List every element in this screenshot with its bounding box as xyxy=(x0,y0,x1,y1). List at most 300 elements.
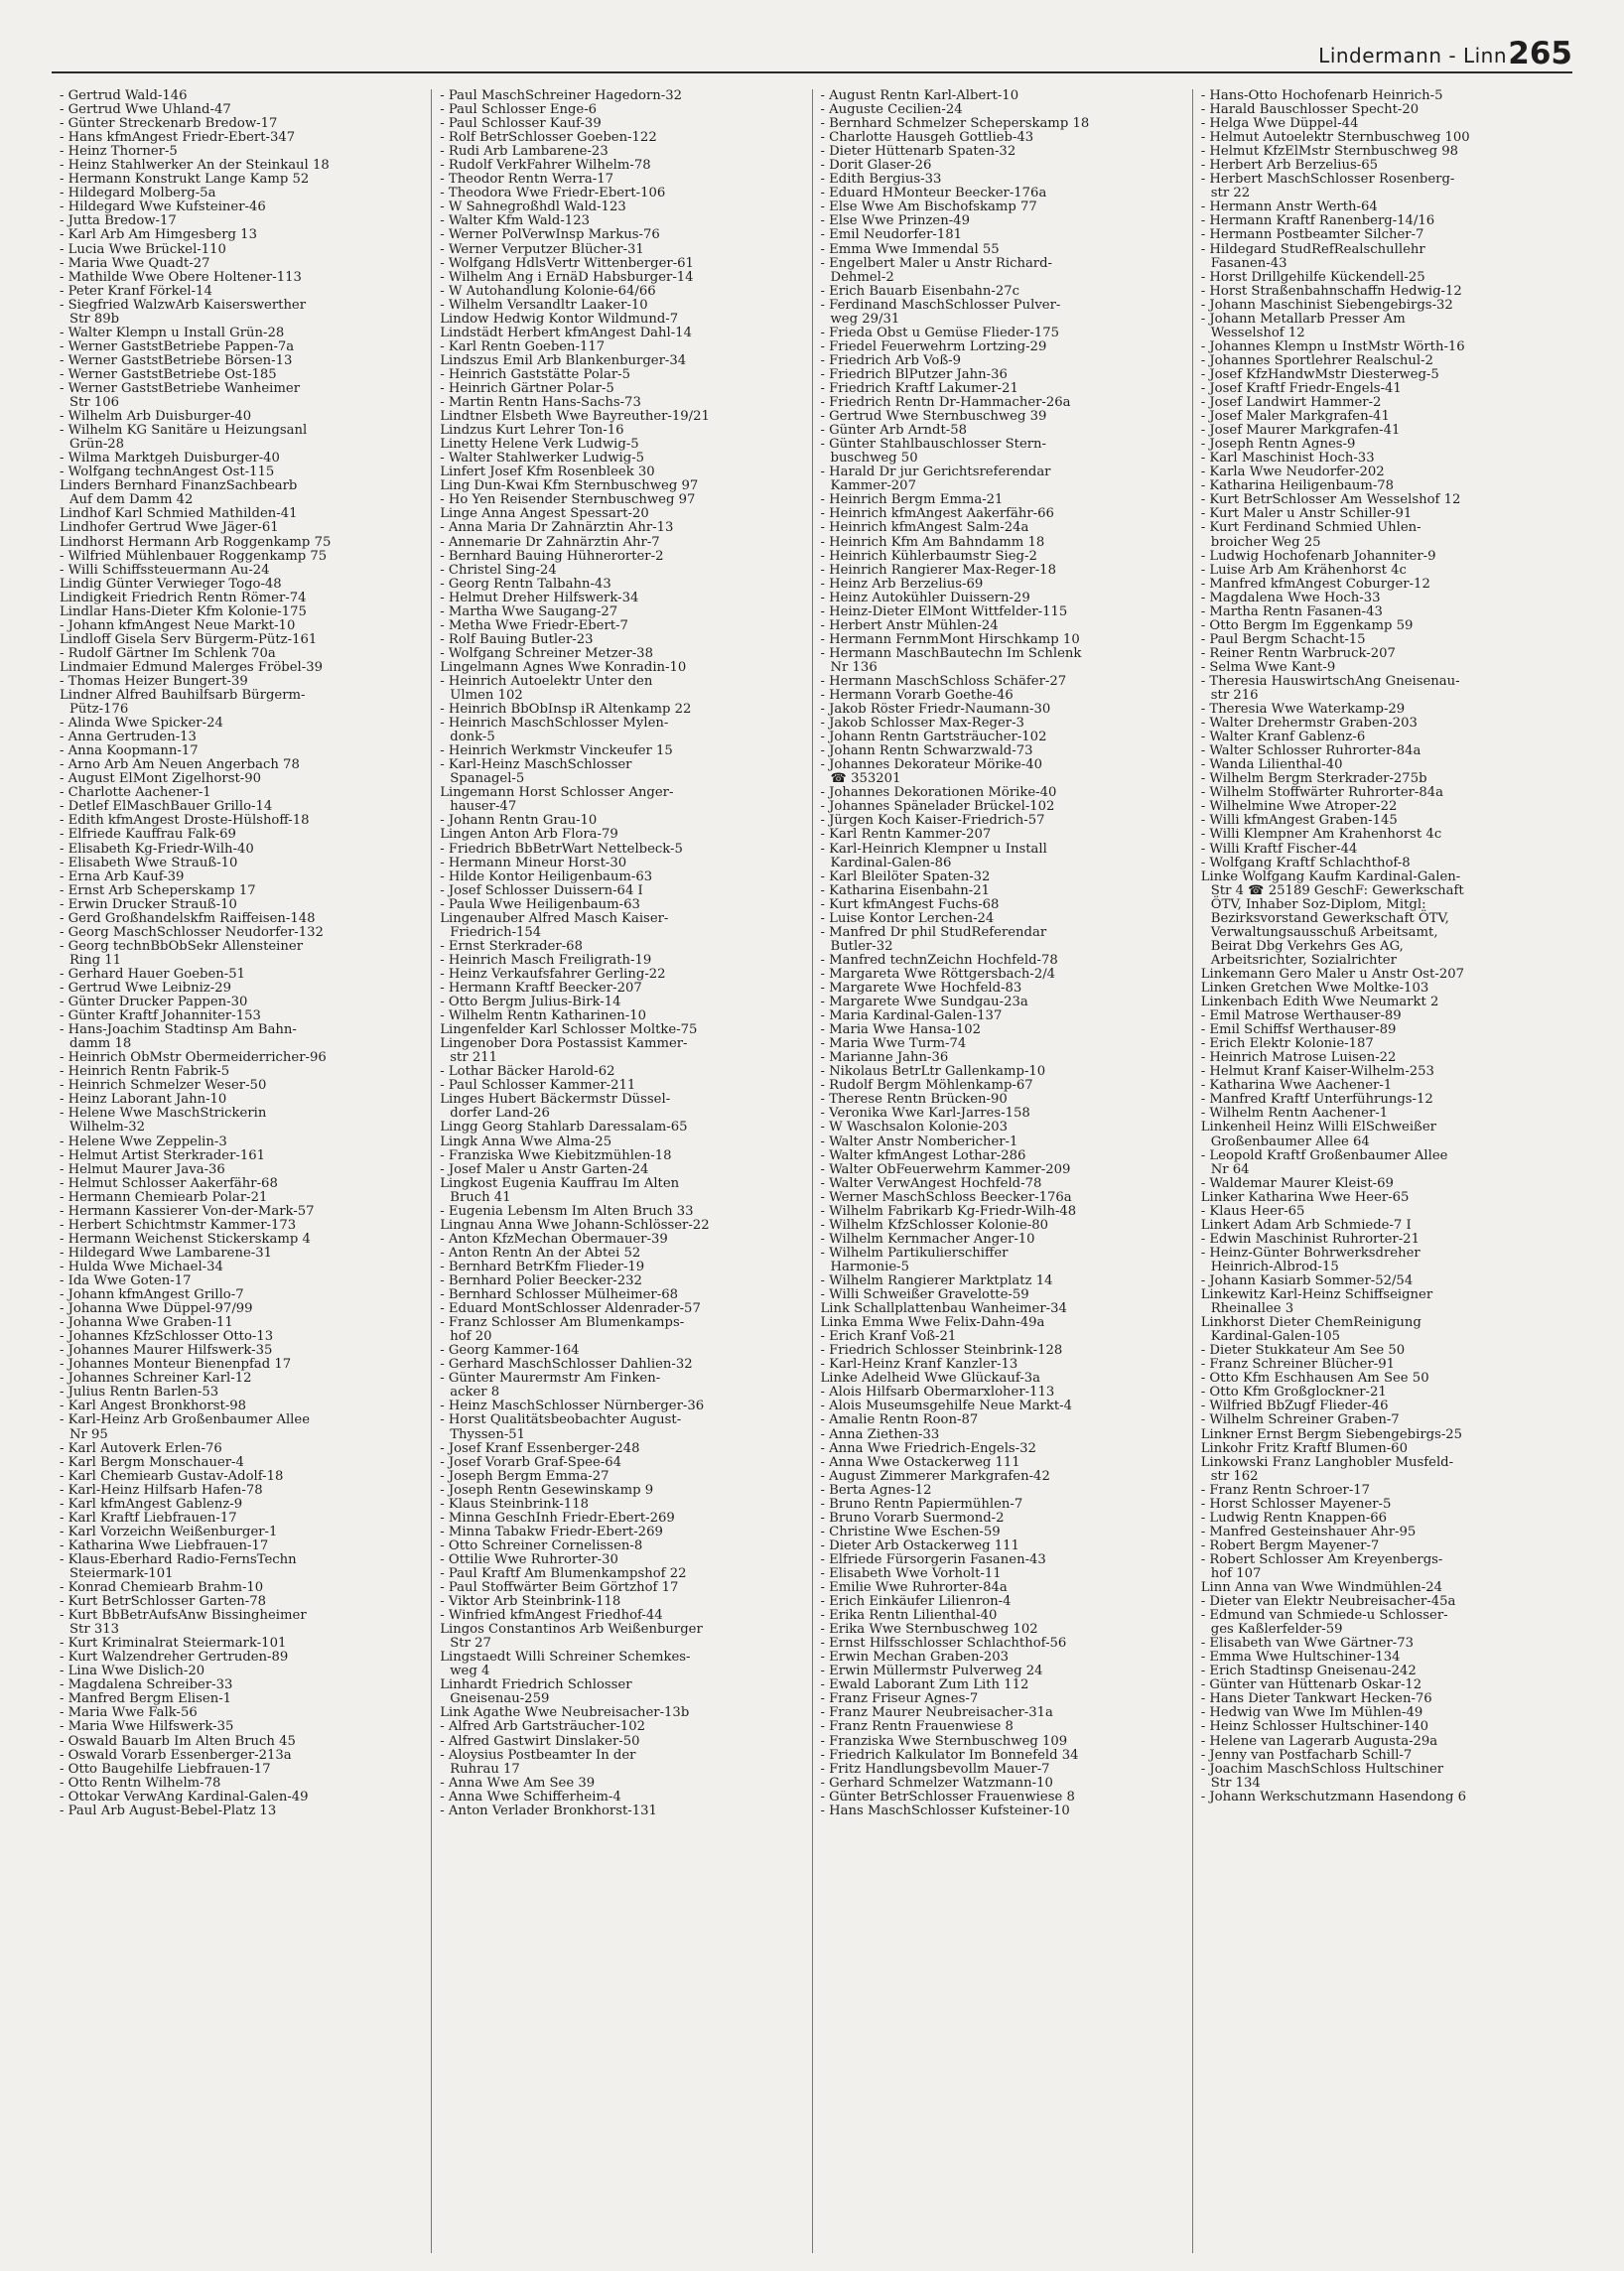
directory-entry: - Karl-Heinz Kranf Kanzler-13 xyxy=(820,1357,1018,1373)
directory-entry: - Willi Kraftf Fischer-44 xyxy=(1200,841,1358,857)
directory-entry: - Heinrich Rentn Fabrik-5 xyxy=(60,1064,230,1080)
directory-entry: Kammer-207 xyxy=(830,478,916,494)
directory-entry: - Rolf Bauing Butler-23 xyxy=(440,631,594,647)
directory-entry: - Margarete Wwe Hochfeld-83 xyxy=(820,981,1022,996)
directory-entry: buschweg 50 xyxy=(830,451,918,467)
directory-entry: - Friedrich Rentn Dr-Hammacher-26a xyxy=(820,395,1071,411)
directory-entry: Lingenfelder Karl Schlosser Moltke-75 xyxy=(440,1022,698,1038)
directory-entry: - Hermann Chemiearb Polar-21 xyxy=(60,1189,268,1205)
directory-entry: - Gerhard Hauer Goeben-51 xyxy=(60,966,245,982)
directory-entry: Steiermark-101 xyxy=(69,1565,174,1581)
directory-entry: - Eduard HMonteur Beecker-176a xyxy=(820,186,1047,201)
directory-entry: - Else Wwe Prinzen-49 xyxy=(820,213,970,229)
directory-entry: - Walter Kranf Gablenz-6 xyxy=(1200,730,1366,745)
directory-entry: - Heinrich Matrose Luisen-22 xyxy=(1200,1050,1397,1066)
directory-entry: Lindig Günter Verwieger Togo-48 xyxy=(60,576,282,592)
directory-entry: - Edith kfmAngest Droste-Hülshoff-18 xyxy=(60,813,310,829)
directory-entry: - Wolfgang Schreiner Metzer-38 xyxy=(440,645,653,661)
directory-entry: - Helene Wwe MaschStrickerin xyxy=(60,1106,267,1122)
running-head: Lindermann - Linn xyxy=(1318,44,1507,67)
directory-entry: - Johannes Spänelader Brückel-102 xyxy=(820,799,1055,815)
directory-entry: - Hans kfmAngest Friedr-Ebert-347 xyxy=(60,130,296,146)
directory-entry: - Jenny van Postfacharb Schill-7 xyxy=(1200,1747,1413,1763)
directory-entry: - Herbert MaschSchlosser Rosenberg- xyxy=(1200,172,1455,188)
directory-entry: - Wilfried Mühlenbauer Roggenkamp 75 xyxy=(60,548,328,564)
directory-entry: - Heinrich Gaststätte Polar-5 xyxy=(440,366,631,382)
directory-entry: - Kurt BetrSchlosser Am Wesselshof 12 xyxy=(1200,492,1461,508)
directory-entry: - Karl Rentn Kammer-207 xyxy=(820,827,992,843)
directory-entry: - Johannes KfzSchlosser Otto-13 xyxy=(60,1329,274,1345)
directory-entry: - Karl Arb Am Himgesberg 13 xyxy=(60,227,257,243)
directory-entry: - Hildegard StudRefRealschullehr xyxy=(1200,241,1425,257)
directory-entry: - Edith Bergius-33 xyxy=(820,172,942,188)
directory-entry: - Jutta Bredow-17 xyxy=(60,213,177,229)
directory-entry: - Rudi Arb Lambarene-23 xyxy=(440,144,609,160)
directory-entry: - Peter Kranf Förkel-14 xyxy=(60,283,212,299)
directory-entry: - Manfred Kraftf Unterführungs-12 xyxy=(1200,1092,1433,1108)
directory-entry: - Bruno Rentn Papiermühlen-7 xyxy=(820,1496,1023,1512)
directory-entry: - Herbert Arb Berzelius-65 xyxy=(1200,158,1378,174)
directory-entry: - Walter Schlosser Ruhrorter-84a xyxy=(1200,743,1421,759)
directory-entry: - Joseph Bergm Emma-27 xyxy=(440,1468,609,1484)
directory-entry: - Heinz Verkaufsfahrer Gerling-22 xyxy=(440,966,666,982)
directory-entry: Grün-28 xyxy=(69,437,125,453)
directory-entry: Lingenauber Alfred Masch Kaiser- xyxy=(440,910,669,926)
directory-entry: - Walter Anstr Nombericher-1 xyxy=(820,1134,1018,1149)
directory-entry: - Ottokar VerwAng Kardinal-Galen-49 xyxy=(60,1789,309,1804)
directory-entry: - Lina Wwe Dislich-20 xyxy=(60,1664,205,1679)
directory-entry: - Edmund van Schmiede-u Schlosser- xyxy=(1200,1608,1448,1624)
directory-entry: Lindow Hedwig Kontor Wildmund-7 xyxy=(440,311,679,327)
directory-entry: Lindhorst Hermann Arb Roggenkamp 75 xyxy=(60,534,332,550)
directory-entry: - Paul Kraftf Am Blumenkampshof 22 xyxy=(440,1565,687,1581)
directory-entry: Friedrich-154 xyxy=(450,924,542,940)
directory-entry: - Wilhelm Arb Duisburger-40 xyxy=(60,409,252,425)
directory-entry: - Erwin Mechan Graben-203 xyxy=(820,1650,1010,1666)
directory-entry: - Karl-Heinrich Klempner u Install xyxy=(820,841,1047,857)
directory-entry: - Paul MaschSchreiner Hagedorn-32 xyxy=(440,89,683,103)
directory-entry: - Hermann FernmMont Hirschkamp 10 xyxy=(820,631,1080,647)
directory-entry: Str 4 ☎ 25189 GeschF: Gewerkschaft xyxy=(1210,882,1464,898)
directory-entry: - Ludwig Hochofenarb Johanniter-9 xyxy=(1200,548,1436,564)
directory-entry: - Wilhelm Bergm Sterkrader-275b xyxy=(1200,771,1427,787)
directory-entry: - Manfred technZeichn Hochfeld-78 xyxy=(820,952,1058,968)
directory-entry: - Erwin Drucker Strauß-10 xyxy=(60,896,237,912)
directory-entry: - Erika Wwe Sternbuschweg 102 xyxy=(820,1622,1038,1638)
directory-entry: - Günter Streckenarb Bredow-17 xyxy=(60,116,278,132)
directory-entry: - Dieter Hüttenarb Spaten-32 xyxy=(820,144,1016,160)
directory-entry: Lindhof Karl Schmied Mathilden-41 xyxy=(60,506,298,522)
directory-entry: - Otto Bergm Im Eggenkamp 59 xyxy=(1200,617,1414,633)
directory-entry: - Heinrich Rangierer Max-Reger-18 xyxy=(820,562,1056,578)
directory-entry: - Maria Wwe Turm-74 xyxy=(820,1036,967,1052)
directory-entry: - Werner GaststBetriebe Pappen-7a xyxy=(60,338,295,354)
directory-entry: - Johannes Maurer Hilfswerk-35 xyxy=(60,1343,273,1359)
directory-entry: - Otto Rentn Wilhelm-78 xyxy=(60,1775,221,1791)
directory-entry: - Maria Wwe Hilfswerk-35 xyxy=(60,1719,234,1735)
directory-entry: Linges Hubert Bäckermstr Düssel- xyxy=(440,1092,671,1108)
directory-entry: - Manfred Dr phil StudReferendar xyxy=(820,924,1047,940)
directory-entry: - Engelbert Maler u Anstr Richard- xyxy=(820,255,1053,271)
directory-entry: - Friedrich Kraftf Lakumer-21 xyxy=(820,380,1018,396)
directory-entry: - Josef KfzHandwMstr Diesterweg-5 xyxy=(1200,366,1439,382)
directory-entry: str 162 xyxy=(1210,1468,1259,1484)
directory-entry: - Kurt Maler u Anstr Schiller-91 xyxy=(1200,506,1413,522)
directory-entry: - Franz Schreiner Blücher-91 xyxy=(1200,1357,1396,1373)
directory-entry: hauser-47 xyxy=(450,799,517,815)
directory-entry: - Hermann Vorarb Goethe-46 xyxy=(820,688,1014,704)
directory-entry: - Anton KfzMechan Obermauer-39 xyxy=(440,1231,668,1247)
directory-entry: - Gertrud Wwe Uhland-47 xyxy=(60,102,231,118)
directory-entry: - Thomas Heizer Bungert-39 xyxy=(60,673,248,689)
directory-entry: Linkohr Fritz Kraftf Blumen-60 xyxy=(1200,1440,1408,1456)
directory-entry: - Helmut Artist Sterkrader-161 xyxy=(60,1147,266,1163)
directory-columns xyxy=(52,89,1572,2253)
directory-entry: - Anton Rentn An der Abtei 52 xyxy=(440,1245,641,1261)
directory-entry: - Berta Agnes-12 xyxy=(820,1482,932,1498)
directory-entry: - Walter Drehermstr Graben-203 xyxy=(1200,716,1418,732)
directory-entry: - Klaus Steinbrink-118 xyxy=(440,1496,589,1512)
directory-entry: - Wilhelm Kernmacher Anger-10 xyxy=(820,1231,1035,1247)
directory-entry: - Ernst Arb Scheperskamp 17 xyxy=(60,882,256,898)
directory-entry: - Charlotte Aachener-1 xyxy=(60,785,211,801)
directory-entry: - Bernhard Schmelzer Scheperskamp 18 xyxy=(820,116,1090,132)
directory-entry: - Emil Matrose Werthauser-89 xyxy=(1200,1008,1402,1024)
directory-entry: Lingemann Horst Schlosser Anger- xyxy=(440,785,674,801)
directory-entry: - Georg technBbObSekr Allensteiner xyxy=(60,938,303,954)
directory-entry: - Margarete Wwe Sundgau-23a xyxy=(820,995,1028,1010)
directory-entry: Link Agathe Wwe Neubreisacher-13b xyxy=(440,1705,690,1721)
directory-entry: - Gerd Großhandelskfm Raiffeisen-148 xyxy=(60,910,316,926)
directory-entry: - Horst Straßenbahnschaffn Hedwig-12 xyxy=(1200,283,1462,299)
directory-entry: - Georg Rentn Talbahn-43 xyxy=(440,576,611,592)
directory-entry: - Werner MaschSchloss Beecker-176a xyxy=(820,1189,1072,1205)
directory-entry: - Willi kfmAngest Graben-145 xyxy=(1200,813,1398,829)
directory-entry: weg 4 xyxy=(450,1664,490,1679)
directory-entry: - Elisabeth van Wwe Gärtner-73 xyxy=(1200,1636,1414,1652)
directory-entry: - Wilhelm Rentn Aachener-1 xyxy=(1200,1106,1389,1122)
directory-entry: Auf dem Damm 42 xyxy=(69,492,194,508)
directory-entry: - Anna Wwe Schifferheim-4 xyxy=(440,1789,621,1804)
directory-entry: - Johannes Sportlehrer Realschul-2 xyxy=(1200,352,1433,368)
page-number: 265 xyxy=(1508,36,1572,71)
directory-entry: - Hulda Wwe Michael-34 xyxy=(60,1259,223,1274)
directory-entry: - Franz Friseur Agnes-7 xyxy=(820,1691,979,1707)
directory-entry: Link Schallplattenbau Wanheimer-34 xyxy=(820,1301,1067,1317)
directory-entry: - Heinrich Masch Freiligrath-19 xyxy=(440,952,652,968)
directory-entry: Lingelmann Agnes Wwe Konradin-10 xyxy=(440,659,687,675)
directory-entry: Linkewitz Karl-Heinz Schiffseigner xyxy=(1200,1287,1433,1303)
directory-entry: - Heinrich Schmelzer Weser-50 xyxy=(60,1078,267,1094)
directory-entry: - Hermann MaschBautechn Im Schlenk xyxy=(820,645,1082,661)
directory-entry: - August ElMont Zigelhorst-90 xyxy=(60,771,262,787)
directory-entry: - Theresia Wwe Waterkamp-29 xyxy=(1200,702,1406,718)
directory-entry: - Rudolf VerkFahrer Wilhelm-78 xyxy=(440,158,651,174)
directory-entry: Lingstaedt Willi Schreiner Schemkes- xyxy=(440,1650,691,1666)
directory-entry: - Luise Kontor Lerchen-24 xyxy=(820,910,995,926)
directory-entry: - Karl Chemiearb Gustav-Adolf-18 xyxy=(60,1468,284,1484)
directory-entry: Bezirksvorstand Gewerkschaft ÖTV, xyxy=(1210,910,1449,926)
directory-entry: - Charlotte Hausgeh Gottlieb-43 xyxy=(820,130,1034,146)
directory-entry: - Johanna Wwe Graben-11 xyxy=(60,1315,233,1331)
directory-entry: Kardinal-Galen-86 xyxy=(830,855,952,870)
directory-entry: - Johann Maschinist Siebengebirgs-32 xyxy=(1200,297,1453,313)
directory-entry: - Friedrich BbBetrWart Nettelbeck-5 xyxy=(440,841,683,857)
directory-entry: - Hilde Kontor Heiligenbaum-63 xyxy=(440,868,653,884)
directory-entry: - Heinz Stahlwerker An der Steinkaul 18 xyxy=(60,158,330,174)
directory-entry: Gneisenau-259 xyxy=(450,1691,550,1707)
directory-entry: - Veronika Wwe Karl-Jarres-158 xyxy=(820,1106,1030,1122)
directory-entry: - Johann Rentn Schwarzwald-73 xyxy=(820,743,1033,759)
directory-entry: ges Kaßlerfelder-59 xyxy=(1210,1622,1343,1638)
directory-entry: Linfert Josef Kfm Rosenbleek 30 xyxy=(440,465,655,480)
directory-entry: - W Autohandlung Kolonie-64/66 xyxy=(440,283,656,299)
directory-entry: - Paul Schlosser Enge-6 xyxy=(440,102,598,118)
directory-entry: - Willi Schiffssteuermann Au-24 xyxy=(60,562,270,578)
directory-entry: - Johannes Klempn u InstMstr Wörth-16 xyxy=(1200,338,1465,354)
directory-entry: - Arno Arb Am Neuen Angerbach 78 xyxy=(60,757,300,773)
directory-entry: - Walter Kfm Wald-123 xyxy=(440,213,590,229)
directory-entry: - Elisabeth Kg-Friedr-Wilh-40 xyxy=(60,841,254,857)
directory-entry: - Helmut Dreher Hilfswerk-34 xyxy=(440,590,639,605)
directory-entry: Beirat Dbg Verkehrs Ges AG, xyxy=(1210,938,1404,954)
directory-entry: - Katharina Eisenbahn-21 xyxy=(820,882,991,898)
directory-entry: - Heinrich BbObInsp iR Altenkamp 22 xyxy=(440,702,692,718)
directory-entry: - Gerhard Schmelzer Watzmann-10 xyxy=(820,1775,1053,1791)
directory-entry: - Horst Qualitätsbeobachter August- xyxy=(440,1412,682,1428)
directory-entry: - Ernst Sterkrader-68 xyxy=(440,938,583,954)
directory-entry: - Elisabeth Wwe Strauß-10 xyxy=(60,855,238,870)
directory-entry: - Helmut Maurer Java-36 xyxy=(60,1161,225,1177)
directory-entry: - Kurt BbBetrAufsAnw Bissingheimer xyxy=(60,1608,307,1624)
directory-entry: - Wilhelm Rentn Katharinen-10 xyxy=(440,1008,646,1024)
directory-entry: - Karl-Heinz MaschSchlosser xyxy=(440,757,632,773)
directory-entry: - Friedrich Schlosser Steinbrink-128 xyxy=(820,1343,1063,1359)
directory-entry: Str 313 xyxy=(69,1622,120,1638)
directory-entry: - Wilhelm Ang i ErnäD Habsburger-14 xyxy=(440,269,694,285)
directory-entry: - Karl Kraftf Liebfrauen-17 xyxy=(60,1510,237,1526)
directory-entry: - Franziska Wwe Sternbuschweg 109 xyxy=(820,1733,1068,1749)
directory-entry: Linn Anna van Wwe Windmühlen-24 xyxy=(1200,1580,1443,1596)
directory-entry: - Georg Kammer-164 xyxy=(440,1343,580,1359)
directory-entry: - Alois Museumsgehilfe Neue Markt-4 xyxy=(820,1399,1073,1414)
directory-entry: - Karla Wwe Neudorfer-202 xyxy=(1200,465,1385,480)
directory-entry: - Erwin Müllermstr Pulverweg 24 xyxy=(820,1664,1043,1679)
directory-entry: - Heinrich Autoelektr Unter den xyxy=(440,673,653,689)
directory-entry: - Ferdinand MaschSchlosser Pulver- xyxy=(820,297,1061,313)
directory-entry: - Hildegard Molberg-5a xyxy=(60,186,216,201)
directory-entry: - Waldemar Maurer Kleist-69 xyxy=(1200,1175,1394,1191)
directory-entry: Lingk Anna Wwe Alma-25 xyxy=(440,1134,612,1149)
directory-entry: Wilhelm-32 xyxy=(69,1120,146,1136)
directory-entry: - Konrad Chemiearb Brahm-10 xyxy=(60,1580,264,1596)
directory-entry: - Harald Dr jur Gerichtsreferendar xyxy=(820,465,1051,480)
directory-entry: acker 8 xyxy=(450,1385,500,1401)
directory-entry: - Hermann Mineur Horst-30 xyxy=(440,855,627,870)
directory-entry: - Wanda Lilienthal-40 xyxy=(1200,757,1343,773)
directory-entry: - Winfried kfmAngest Friedhof-44 xyxy=(440,1608,663,1624)
directory-entry: - Annemarie Dr Zahnärztin Ahr-7 xyxy=(440,534,660,550)
directory-entry: - Wolfgang HdlsVertr Wittenberger-61 xyxy=(440,255,694,271)
directory-entry: - Josef Kranf Essenberger-248 xyxy=(440,1440,640,1456)
directory-entry: - Heinrich Gärtner Polar-5 xyxy=(440,380,614,396)
directory-entry: - Heinrich Werkmstr Vinckeufer 15 xyxy=(440,743,673,759)
directory-entry: - Bruno Vorarb Suermond-2 xyxy=(820,1510,1005,1526)
directory-entry: Lingen Anton Arb Flora-79 xyxy=(440,827,618,843)
directory-entry: - Erich Einkäufer Lilienron-4 xyxy=(820,1594,1012,1610)
directory-entry: - Lothar Bäcker Harold-62 xyxy=(440,1064,615,1080)
directory-entry: Linkemann Gero Maler u Anstr Ost-207 xyxy=(1200,966,1464,982)
directory-entry: - Hermann Weichenst Stickerskamp 4 xyxy=(60,1231,311,1247)
directory-entry: - Wolfgang technAngest Ost-115 xyxy=(60,465,275,480)
directory-entry: - Werner GaststBetriebe Wanheimer xyxy=(60,380,301,396)
directory-entry: - Maria Wwe Hansa-102 xyxy=(820,1022,982,1038)
directory-entry: dorfer Land-26 xyxy=(450,1106,550,1122)
directory-entry: - Anna Maria Dr Zahnärztin Ahr-13 xyxy=(440,520,674,536)
directory-entry: Linhardt Friedrich Schlosser xyxy=(440,1677,632,1693)
directory-entry: - Bernhard Schlosser Mülheimer-68 xyxy=(440,1287,678,1303)
directory-entry: - Walter ObFeuerwehrm Kammer-209 xyxy=(820,1161,1071,1177)
directory-entry: - Maria Kardinal-Galen-137 xyxy=(820,1008,1003,1024)
directory-entry: - Alfred Gastwirt Dinslaker-50 xyxy=(440,1733,640,1749)
directory-entry: - Anna Wwe Ostackerweg 111 xyxy=(820,1454,1020,1470)
directory-entry: - Kurt Kriminalrat Steiermark-101 xyxy=(60,1636,287,1652)
directory-entry: - Gertrud Wwe Sternbuschweg 39 xyxy=(820,409,1047,425)
directory-entry: Linka Emma Wwe Felix-Dahn-49a xyxy=(820,1315,1045,1331)
directory-entry: - Hans Dieter Tankwart Hecken-76 xyxy=(1200,1691,1432,1707)
directory-entry: - Paul Arb August-Bebel-Platz 13 xyxy=(60,1803,277,1818)
directory-entry: - Günter Kraftf Johanniter-153 xyxy=(60,1008,261,1024)
directory-entry: - Ida Wwe Goten-17 xyxy=(60,1272,192,1288)
directory-entry: - Walter VerwAngest Hochfeld-78 xyxy=(820,1175,1042,1191)
directory-entry: - Karl Bleilöter Spaten-32 xyxy=(820,868,991,884)
directory-entry: Lindtner Elsbeth Wwe Bayreuther-19/21 xyxy=(440,409,710,425)
directory-entry: - Otto Kfm Großglockner-21 xyxy=(1200,1385,1387,1401)
directory-entry: - Rudolf Gärtner Im Schlenk 70a xyxy=(60,645,276,661)
directory-entry: Butler-32 xyxy=(830,938,893,954)
directory-entry: Linders Bernhard FinanzSachbearb xyxy=(60,478,298,494)
directory-entry: - Maria Wwe Falk-56 xyxy=(60,1705,198,1721)
directory-entry: - Friedrich Arb Voß-9 xyxy=(820,352,962,368)
directory-entry: - Katharina Heiligenbaum-78 xyxy=(1200,478,1395,494)
directory-entry: Nr 64 xyxy=(1210,1161,1250,1177)
directory-entry: - Friedel Feuerwehrm Lortzing-29 xyxy=(820,338,1047,354)
directory-entry: Lingos Constantinos Arb Weißenburger xyxy=(440,1622,703,1638)
directory-entry: ÖTV, Inhaber Soz-Diplom, Mitgl: xyxy=(1210,896,1426,912)
directory-entry: - Wolfgang Kraftf Schlachthof-8 xyxy=(1200,855,1411,870)
directory-entry: - Alinda Wwe Spicker-24 xyxy=(60,716,223,732)
directory-entry: - Wilhelm Partikulierschiffer xyxy=(820,1245,1009,1261)
directory-entry: Ruhrau 17 xyxy=(450,1761,520,1777)
directory-entry: - Paul Stoffwärter Beim Görtzhof 17 xyxy=(440,1580,679,1596)
directory-entry: - W Waschsalon Kolonie-203 xyxy=(820,1120,1009,1136)
directory-entry: - Manfred Gesteinshauer Ahr-95 xyxy=(1200,1524,1417,1539)
directory-entry: Lindloff Gisela Serv Bürgerm-Pütz-161 xyxy=(60,631,318,647)
directory-entry: - Ottilie Wwe Ruhrorter-30 xyxy=(440,1551,618,1567)
directory-entry: - Friedrich Kalkulator Im Bonnefeld 34 xyxy=(820,1747,1079,1763)
directory-entry: - Christel Sing-24 xyxy=(440,562,557,578)
directory-entry: - Franz Schlosser Am Blumenkamps- xyxy=(440,1315,685,1331)
directory-entry: - Heinrich ObMstr Obermeiderricher-96 xyxy=(60,1050,327,1066)
directory-entry: - Kurt kfmAngest Fuchs-68 xyxy=(820,896,1000,912)
directory-entry: Lindstädt Herbert kfmAngest Dahl-14 xyxy=(440,325,692,340)
directory-entry: - Otto Kfm Eschhausen Am See 50 xyxy=(1200,1371,1429,1387)
directory-entry: - Reiner Rentn Warbruck-207 xyxy=(1200,645,1396,661)
directory-entry: - Theresia HauswirtschAng Gneisenau- xyxy=(1200,673,1460,689)
directory-entry: - Hans-Otto Hochofenarb Heinrich-5 xyxy=(1200,89,1443,103)
directory-entry: - Selma Wwe Kant-9 xyxy=(1200,659,1336,675)
directory-entry: - Paul Bergm Schacht-15 xyxy=(1200,631,1366,647)
directory-entry: Str 89b xyxy=(69,311,120,327)
directory-entry: - Hans-Joachim Stadtinsp Am Bahn- xyxy=(60,1022,297,1038)
directory-entry: Linkhorst Dieter ChemReinigung xyxy=(1200,1315,1421,1331)
directory-entry: Lingenober Dora Postassist Kammer- xyxy=(440,1036,688,1052)
directory-entry: - Wilfried BbZugf Flieder-46 xyxy=(1200,1399,1389,1414)
directory-entry: - Elfriede Fürsorgerin Fasanen-43 xyxy=(820,1551,1046,1567)
directory-entry: Linkowski Franz Langhobler Musfeld- xyxy=(1200,1454,1454,1470)
directory-entry: - Emma Wwe Hultschiner-134 xyxy=(1200,1650,1401,1666)
directory-entry: - Metha Wwe Friedr-Ebert-7 xyxy=(440,617,628,633)
directory-entry: - Minna Tabakw Friedr-Ebert-269 xyxy=(440,1524,663,1539)
directory-entry: - Magdalena Schreiber-33 xyxy=(60,1677,233,1693)
directory-entry: - Emilie Wwe Ruhrorter-84a xyxy=(820,1580,1008,1596)
directory-entry: - Karl Bergm Monschauer-4 xyxy=(60,1454,244,1470)
directory-entry: str 211 xyxy=(450,1050,497,1066)
directory-entry: - Josef Landwirt Hammer-2 xyxy=(1200,395,1382,411)
directory-entry: - Bernhard Polier Beecker-232 xyxy=(440,1272,642,1288)
directory-entry: - Dieter Stukkateur Am See 50 xyxy=(1200,1343,1406,1359)
directory-entry: - Karl kfmAngest Gablenz-9 xyxy=(60,1496,243,1512)
directory-entry: - Gerhard MaschSchlosser Dahlien-32 xyxy=(440,1357,693,1373)
directory-entry: - Minna GeschInh Friedr-Ebert-269 xyxy=(440,1510,675,1526)
directory-entry: - Johann kfmAngest Neue Markt-10 xyxy=(60,617,296,633)
directory-entry: - Bernhard Bauing Hühnerorter-2 xyxy=(440,548,664,564)
directory-entry: - Helmut Autoelektr Sternbuschweg 100 xyxy=(1200,130,1470,146)
directory-entry: Lindzus Kurt Lehrer Ton-16 xyxy=(440,423,624,439)
directory-entry: - Johannes Schreiner Karl-12 xyxy=(60,1371,252,1387)
directory-entry: Lindigkeit Friedrich Rentn Römer-74 xyxy=(60,590,307,605)
directory-column-2 xyxy=(431,89,811,2253)
directory-entry: - Otto Schreiner Cornelissen-8 xyxy=(440,1537,643,1553)
directory-entry: - Anna Wwe Am See 39 xyxy=(440,1775,596,1791)
directory-entry: - Paul Schlosser Kammer-211 xyxy=(440,1078,636,1094)
directory-entry: - Walter Stahlwerker Ludwig-5 xyxy=(440,451,645,467)
directory-entry: - Bernhard BetrKfm Flieder-19 xyxy=(440,1259,645,1274)
directory-entry: - Joseph Rentn Agnes-9 xyxy=(1200,437,1356,453)
directory-entry: donk-5 xyxy=(450,730,495,745)
directory-entry: - Helene Wwe Zeppelin-3 xyxy=(60,1134,227,1149)
directory-entry: - Karl Rentn Goeben-117 xyxy=(440,338,606,354)
directory-entry: - Margareta Wwe Röttgersbach-2/4 xyxy=(820,966,1056,982)
directory-entry: - Jürgen Koch Kaiser-Friedrich-57 xyxy=(820,813,1045,829)
directory-entry: Linkner Ernst Bergm Siebengebirgs-25 xyxy=(1200,1426,1463,1442)
directory-entry: - Alois Hilfsarb Obermarxloher-113 xyxy=(820,1385,1055,1401)
directory-entry: - Oswald Bauarb Im Alten Bruch 45 xyxy=(60,1733,296,1749)
directory-entry: - Theodor Rentn Werra-17 xyxy=(440,172,614,188)
directory-entry: Nr 136 xyxy=(830,659,878,675)
directory-entry: - Eduard MontSchlosser Aldenrader-57 xyxy=(440,1301,701,1317)
directory-entry: - Klaus Heer-65 xyxy=(1200,1203,1305,1219)
directory-column-4 xyxy=(1192,89,1572,2253)
directory-entry: - Christine Wwe Eschen-59 xyxy=(820,1524,1001,1539)
directory-entry: - Wilhelm Fabrikarb Kg-Friedr-Wilh-48 xyxy=(820,1203,1077,1219)
directory-entry: - Johann Rentn Grau-10 xyxy=(440,813,598,829)
directory-entry: - Fritz Handlungsbevollm Mauer-7 xyxy=(820,1761,1050,1777)
directory-entry: ☎ 353201 xyxy=(830,771,901,787)
directory-entry: - Hermann MaschSchloss Schäfer-27 xyxy=(820,673,1067,689)
directory-entry: - Franz Maurer Neubreisacher-31a xyxy=(820,1705,1053,1721)
directory-entry: hof 107 xyxy=(1210,1565,1262,1581)
